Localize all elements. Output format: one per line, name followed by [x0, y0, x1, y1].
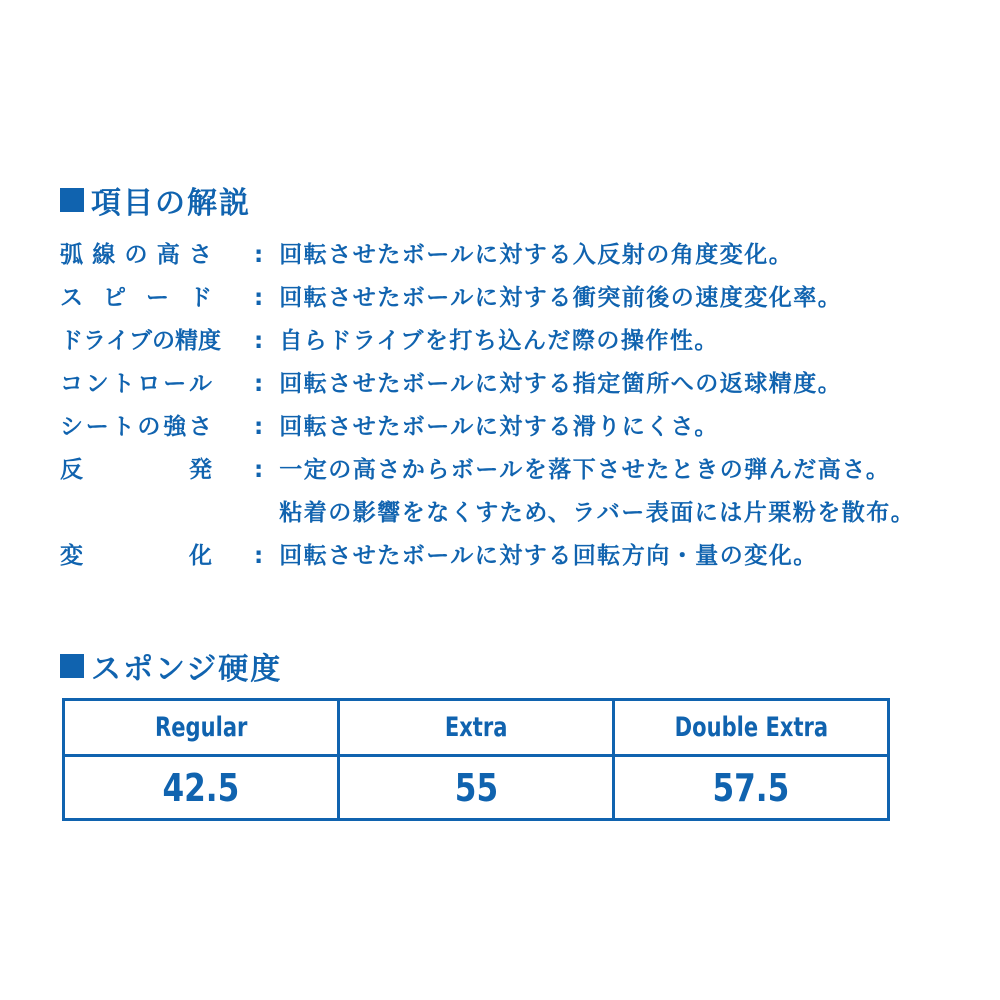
glossary-row [60, 363, 915, 406]
glossary-definition [279, 320, 719, 363]
glossary-row [60, 277, 915, 320]
glossary-definition [279, 234, 793, 277]
glossary-definition-line: 回転させたボールに対する滑りにくさ。 [279, 414, 719, 440]
glossary-separator: : [254, 371, 264, 397]
glossary-heading [60, 178, 251, 222]
glossary-definition-line: 回転させたボールに対する入反射の角度変化。 [279, 242, 794, 268]
hardness-value: 55 [454, 765, 498, 810]
glossary-separator: : [254, 242, 264, 268]
glossary-row [60, 535, 915, 578]
square-bullet-icon [60, 654, 84, 678]
glossary-term: ス ピ ー ド [60, 285, 212, 311]
hardness-value-cell [615, 757, 887, 818]
glossary-definition-line: 粘着の影響をなくすため、ラバー表面には片栗粉を散布。 [279, 500, 916, 526]
hardness-table [62, 698, 890, 821]
glossary-definition-line: 自らドライブを打ち込んだ際の操作性。 [279, 328, 719, 354]
glossary-term: 反 発 [60, 457, 212, 483]
hardness-column-header [615, 701, 887, 754]
glossary-separator: : [254, 328, 264, 354]
glossary-row [60, 449, 915, 535]
glossary-term: 変 化 [60, 543, 212, 569]
glossary-row [60, 406, 915, 449]
glossary-definition [279, 277, 842, 320]
glossary-definition-line: 回転させたボールに対する指定箇所への返球精度。 [279, 371, 843, 397]
glossary-separator: : [254, 457, 264, 483]
glossary-separator: : [254, 285, 264, 311]
hardness-value-cell [65, 757, 337, 818]
hardness-value: 42.5 [162, 765, 240, 810]
glossary-separator: : [254, 414, 264, 440]
square-bullet-icon [60, 188, 84, 212]
glossary-row [60, 234, 915, 277]
glossary-definition [279, 535, 818, 578]
glossary-term: 弧 線 の 高 さ [60, 242, 212, 268]
hardness-column-header [340, 701, 612, 754]
hardness-value: 57.5 [712, 765, 790, 810]
hardness-column-header-label: Extra [444, 712, 508, 743]
glossary-definition-line: 一定の高さからボールを落下させたときの弾んだ高さ。 [279, 457, 891, 483]
glossary-row [60, 320, 915, 363]
glossary-definition [279, 406, 719, 449]
glossary-definition [279, 449, 915, 535]
hardness-column-header-label: Double Extra [674, 712, 828, 743]
hardness-value-cell [340, 757, 612, 818]
glossary-separator: : [254, 543, 264, 569]
glossary-list [60, 234, 915, 578]
hardness-column-header [65, 701, 337, 754]
glossary-definition [279, 363, 842, 406]
glossary-term: シ ー ト の 強 さ [60, 414, 212, 440]
hardness-column-header-label: Regular [154, 712, 248, 743]
hardness-heading-label: スポンジ硬度 [91, 652, 283, 687]
glossary-term: コ ン ト ロ ー ル [60, 371, 212, 397]
hardness-heading [60, 644, 282, 688]
glossary-definition-line: 回転させたボールに対する衝突前後の速度変化率。 [279, 285, 843, 311]
glossary-definition-line: 回転させたボールに対する回転方向・量の変化。 [279, 543, 818, 569]
glossary-heading-label: 項目の解説 [91, 186, 251, 221]
glossary-term: ド ラ イ ブ の 精 度 [60, 328, 221, 354]
